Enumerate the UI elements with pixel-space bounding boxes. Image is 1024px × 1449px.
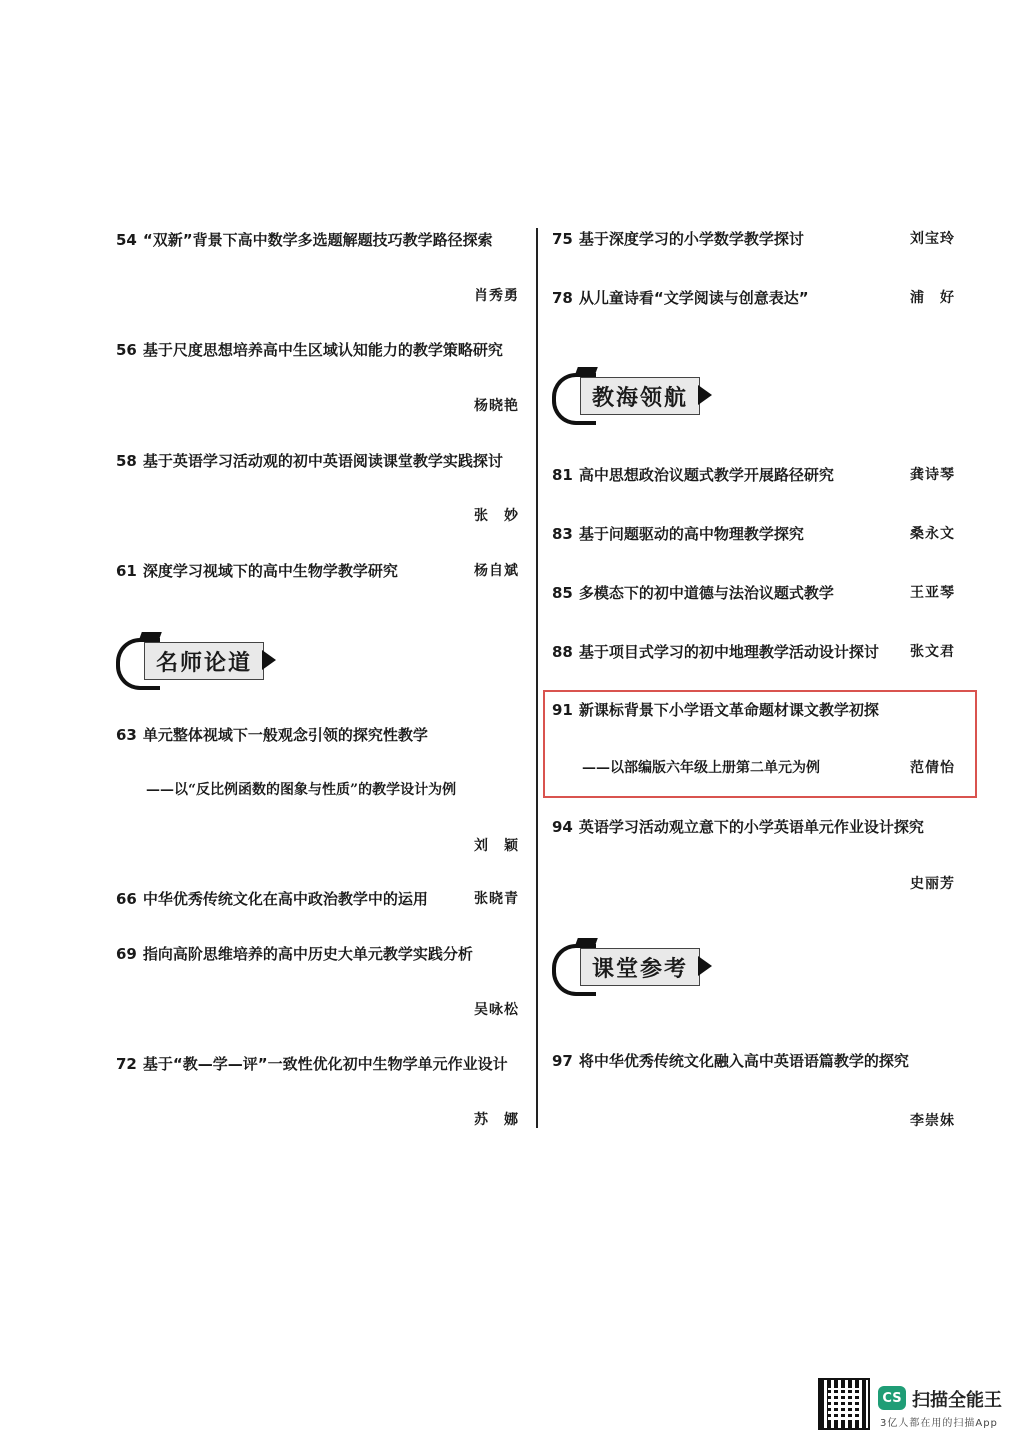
entry-title: 基于问题驱动的高中物理教学探究 [578,525,804,543]
page-number: 88 [552,643,573,661]
page-number: 75 [552,230,573,248]
flag-icon [698,385,712,405]
qr-code-icon [820,1380,868,1428]
page-number: 69 [116,945,137,963]
entry-author: 苏 娜 [474,1112,519,1128]
entry-author: 李崇妹 [910,1113,955,1129]
entry-author: 张文君 [910,644,955,660]
entry-subtitle: ——以“反比例函数的图象与性质”的教学设计为例 [146,782,457,798]
entry-author: 杨晓艳 [474,398,519,414]
toc-entry-title[interactable] [552,229,804,249]
toc-entry-title[interactable] [552,524,804,544]
entry-author: 张晓青 [474,891,519,907]
toc-entry-title[interactable] [552,465,834,485]
entry-author: 张 妙 [474,508,519,524]
section-header-ketang [552,938,732,994]
app-name: 扫描全能王 [912,1390,1002,1411]
flag-icon [262,650,276,670]
entry-author: 王亚琴 [910,585,955,601]
toc-entry-title[interactable] [116,889,428,909]
entry-title: “双新”背景下高中数学多选题解题技巧教学路径探索 [142,231,493,249]
flag-icon [698,956,712,976]
entry-title: 英语学习活动观立意下的小学英语单元作业设计探究 [578,818,924,836]
toc-entry-title[interactable] [552,288,809,308]
entry-author: 刘 颖 [474,838,519,854]
entry-title: 深度学习视域下的高中生物学教学研究 [142,562,398,580]
toc-entry-title[interactable] [552,583,834,603]
entry-author: 桑永文 [910,526,955,542]
entry-title: 高中思想政治议题式教学开展路径研究 [578,466,834,484]
entry-title: 新课标背景下小学语文革命题材课文教学初探 [578,701,879,719]
page-number: 58 [116,452,137,470]
toc-entry-title[interactable] [552,642,879,662]
column-divider [536,228,538,1128]
page-number: 61 [116,562,137,580]
toc-entry-title[interactable] [116,340,503,360]
page-number: 54 [116,231,137,249]
entry-author: 范倩怡 [910,760,955,776]
section-title: 课堂参考 [580,948,700,986]
highlight-box [543,690,977,798]
page-number: 97 [552,1052,573,1070]
entry-author: 杨自斌 [474,563,519,579]
page-number: 78 [552,289,573,307]
toc-entry-title[interactable] [116,944,473,964]
entry-title: 将中华优秀传统文化融入高中英语语篇教学的探究 [578,1052,909,1070]
entry-title: 基于尺度思想培养高中生区域认知能力的教学策略研究 [142,341,503,359]
section-title: 名师论道 [144,642,264,680]
page-number: 91 [552,701,573,719]
toc-entry-title[interactable] [552,817,924,837]
entry-subtitle: ——以部编版六年级上册第二单元为例 [582,760,820,776]
entry-author: 刘宝玲 [910,231,955,247]
toc-entry-title[interactable] [116,561,398,581]
cs-logo-icon: CS [878,1386,906,1410]
entry-title: 基于深度学习的小学数学教学探讨 [578,230,804,248]
page-number: 63 [116,726,137,744]
toc-entry-title[interactable] [116,230,493,250]
entry-author: 浦 好 [910,290,955,306]
entry-title: 基于英语学习活动观的初中英语阅读课堂教学实践探讨 [142,452,503,470]
page-number: 66 [116,890,137,908]
entry-title: 单元整体视域下一般观念引领的探究性教学 [142,726,428,744]
entry-title: 从儿童诗看“文学阅读与创意表达” [578,289,809,307]
entry-title: 中华优秀传统文化在高中政治教学中的运用 [142,890,428,908]
toc-entry-title[interactable] [552,1051,909,1071]
toc-entry-title[interactable] [116,451,503,471]
entry-author: 肖秀勇 [474,288,519,304]
scanner-watermark [820,1380,1010,1430]
section-header-jiaohai [552,367,732,423]
entry-title: 基于项目式学习的初中地理教学活动设计探讨 [578,643,879,661]
section-title: 教海领航 [580,377,700,415]
page-number: 56 [116,341,137,359]
page-number: 94 [552,818,573,836]
page-number: 83 [552,525,573,543]
entry-title: 指向高阶思维培养的高中历史大单元教学实践分析 [142,945,473,963]
page-number: 72 [116,1055,137,1073]
section-header-mingshi [116,632,296,688]
page-number: 85 [552,584,573,602]
app-tagline: 3亿人都在用的扫描App [880,1418,998,1429]
toc-entry-title[interactable] [116,725,428,745]
entry-title: 多模态下的初中道德与法治议题式教学 [578,584,834,602]
entry-author: 龚诗琴 [910,467,955,483]
toc-entry-title[interactable] [116,1054,508,1074]
page-number: 81 [552,466,573,484]
entry-title: 基于“教—学—评”一致性优化初中生物学单元作业设计 [142,1055,508,1073]
entry-author: 史丽芳 [910,876,955,892]
entry-author: 吴咏松 [474,1002,519,1018]
